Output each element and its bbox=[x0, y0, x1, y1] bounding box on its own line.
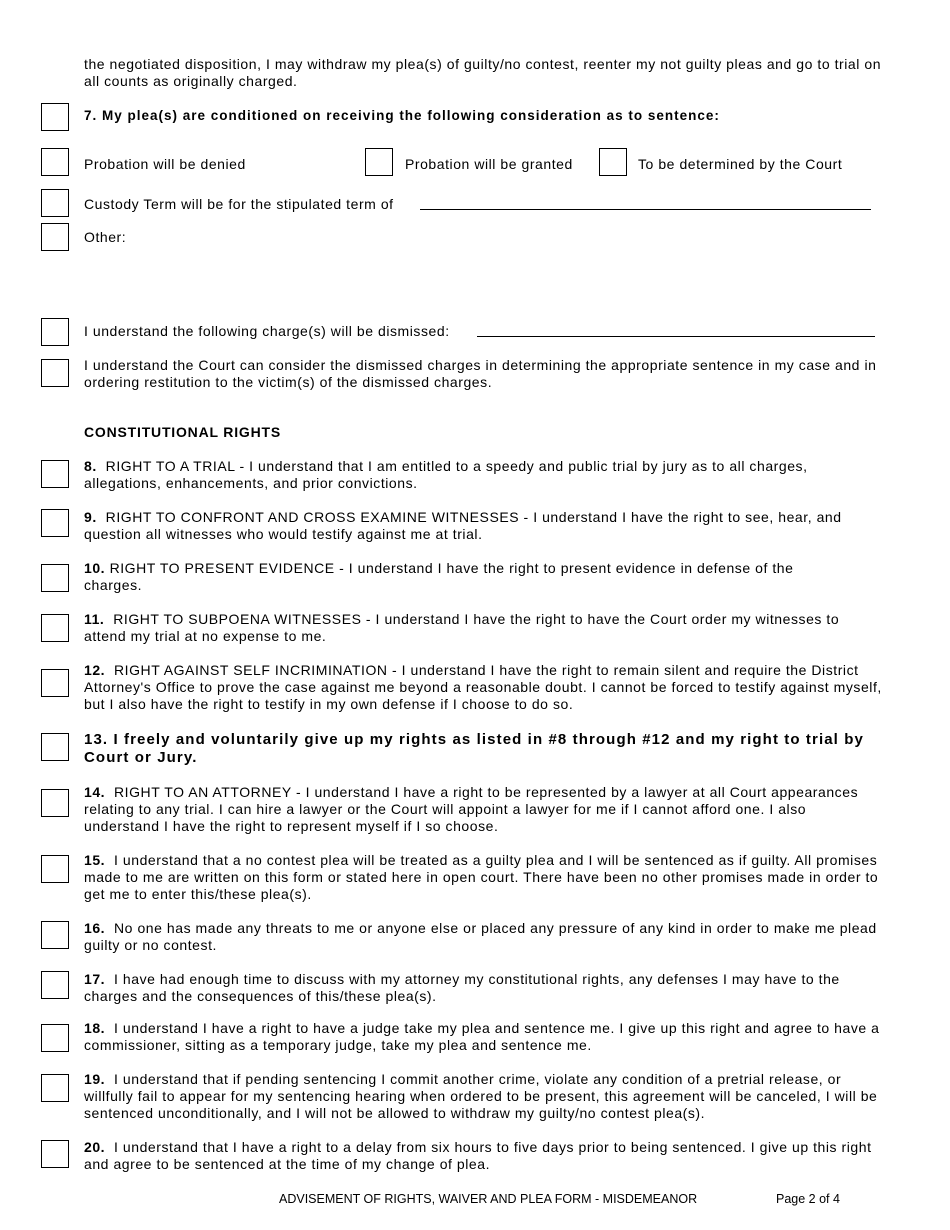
right-20-body: I understand that I have a right to a delay from six hours to five days prior to being sentenced. I give up this right and agree to be sentenced at the time of my change of plea. bbox=[84, 1139, 872, 1172]
right-15-number: 15. bbox=[84, 852, 106, 868]
right-16-text bbox=[84, 920, 884, 954]
custody-term-label: Custody Term will be for the stipulated term of bbox=[84, 196, 394, 212]
right-14-number: 14. bbox=[84, 784, 106, 800]
right-9-text bbox=[84, 509, 884, 543]
right-10-checkbox[interactable] bbox=[41, 564, 69, 592]
to-be-determined-label: To be determined by the Court bbox=[638, 156, 843, 172]
right-15-body: I understand that a no contest plea will be treated as a guilty plea and I will be sentenced as if guilty. All promises made to me are written on this form or stated here in open court. There have been no other promises made in order to get me to enter this/these plea(s). bbox=[84, 852, 879, 902]
right-13-text bbox=[84, 731, 884, 767]
right-11-checkbox[interactable] bbox=[41, 614, 69, 642]
item-7-heading: 7. My plea(s) are conditioned on receiving the following consideration as to sentence: bbox=[84, 108, 720, 123]
item-7-checkbox[interactable] bbox=[41, 103, 69, 131]
right-19-checkbox[interactable] bbox=[41, 1074, 69, 1102]
footer-page-number: Page 2 of 4 bbox=[776, 1192, 840, 1206]
right-9-body: RIGHT TO CONFRONT AND CROSS EXAMINE WITNESSES - I understand I have the right to see, hear, and question all witnesses who would testify against me at trial. bbox=[84, 509, 842, 542]
right-18-number: 18. bbox=[84, 1020, 106, 1036]
to-be-determined-checkbox[interactable] bbox=[599, 148, 627, 176]
right-17-number: 17. bbox=[84, 971, 106, 987]
right-19-number: 19. bbox=[84, 1071, 106, 1087]
right-8-body: RIGHT TO A TRIAL - I understand that I am entitled to a speedy and public trial by jury as to all charges, allegations, enhancements, and prior convictions. bbox=[84, 458, 808, 491]
right-8-checkbox[interactable] bbox=[41, 460, 69, 488]
section-title: CONSTITUTIONAL RIGHTS bbox=[84, 424, 281, 440]
right-11-number: 11. bbox=[84, 611, 105, 627]
right-8-text bbox=[84, 458, 884, 492]
footer-form-title: ADVISEMENT OF RIGHTS, WAIVER AND PLEA FORM - MISDEMEANOR bbox=[279, 1192, 698, 1206]
probation-granted-label: Probation will be granted bbox=[405, 156, 573, 172]
right-14-body: RIGHT TO AN ATTORNEY - I understand I have a right to be represented by a lawyer at all Court appearances relating to any trial. I can hire a lawyer or the Court will appoint a lawyer for me if I cannot afford one. I also understand I have the right to represent myself if I so choose. bbox=[84, 784, 859, 834]
right-12-number: 12. bbox=[84, 662, 106, 678]
right-14-text bbox=[84, 784, 884, 835]
probation-granted-checkbox[interactable] bbox=[365, 148, 393, 176]
probation-denied-checkbox[interactable] bbox=[41, 148, 69, 176]
right-17-text bbox=[84, 971, 884, 1005]
right-13-body: I freely and voluntarily give up my rights as listed in #8 through #12 and my right to trial by Court or Jury. bbox=[84, 731, 864, 766]
right-13-checkbox[interactable] bbox=[41, 733, 69, 761]
right-15-checkbox[interactable] bbox=[41, 855, 69, 883]
right-10-number: 10. bbox=[84, 560, 106, 576]
dismissed-label: I understand the following charge(s) will be dismissed: bbox=[84, 323, 450, 339]
other-checkbox[interactable] bbox=[41, 223, 69, 251]
probation-denied-label: Probation will be denied bbox=[84, 156, 246, 172]
right-11-text bbox=[84, 611, 884, 645]
right-15-text bbox=[84, 852, 884, 903]
right-20-checkbox[interactable] bbox=[41, 1140, 69, 1168]
other-label: Other: bbox=[84, 229, 127, 245]
right-13-number: 13. bbox=[84, 731, 109, 748]
right-19-body: I understand that if pending sentencing I commit another crime, violate any condition of a pretrial release, or willfully fail to appear for my sentencing hearing when ordered to be present, this agreement will be canceled, I will be sentenced unconditionally, and I will not be allowed to withdraw my guilty/no contest plea(s). bbox=[84, 1071, 878, 1121]
custody-term-checkbox[interactable] bbox=[41, 189, 69, 217]
right-10-text bbox=[84, 560, 844, 594]
dismissed-consider-checkbox[interactable] bbox=[41, 359, 69, 387]
dismissed-line[interactable] bbox=[477, 336, 875, 337]
intro-paragraph: the negotiated disposition, I may withdraw my plea(s) of guilty/no contest, reenter my not guilty pleas and go to trial on all counts as originally charged. bbox=[84, 56, 882, 89]
right-18-body: I understand I have a right to have a judge take my plea and sentence me. I give up this right and agree to have a commissioner, sitting as a temporary judge, take my plea and sentence me. bbox=[84, 1020, 880, 1053]
right-20-number: 20. bbox=[84, 1139, 106, 1155]
right-20-text bbox=[84, 1139, 884, 1173]
right-17-checkbox[interactable] bbox=[41, 971, 69, 999]
right-12-text bbox=[84, 662, 884, 713]
right-17-body: I have had enough time to discuss with my attorney my constitutional rights, any defenses I may have to the charges and the consequences of this/these plea(s). bbox=[84, 971, 840, 1004]
right-11-body: RIGHT TO SUBPOENA WITNESSES - I understand I have the right to have the Court order my witnesses to attend my trial at no expense to me. bbox=[84, 611, 840, 644]
right-16-body: No one has made any threats to me or anyone else or placed any pressure of any kind in order to make me plead guilty or no contest. bbox=[84, 920, 877, 953]
right-12-checkbox[interactable] bbox=[41, 669, 69, 697]
dismissed-consider-text: I understand the Court can consider the dismissed charges in determining the appropriate sentence in my case and in ordering restitution to the victim(s) of the dismissed charges. bbox=[84, 357, 877, 390]
dismissed-checkbox[interactable] bbox=[41, 318, 69, 346]
right-16-checkbox[interactable] bbox=[41, 921, 69, 949]
right-8-number: 8. bbox=[84, 458, 97, 474]
right-12-body: RIGHT AGAINST SELF INCRIMINATION - I understand I have the right to remain silent and require the District Attorney's Office to prove the case against me beyond a reasonable doubt. I cannot be forced to testify against myself, but I also have the right to testify in my own defense if I choose to do so. bbox=[84, 662, 882, 712]
custody-term-line[interactable] bbox=[420, 209, 871, 210]
right-16-number: 16. bbox=[84, 920, 106, 936]
right-9-number: 9. bbox=[84, 509, 97, 525]
right-9-checkbox[interactable] bbox=[41, 509, 69, 537]
right-18-checkbox[interactable] bbox=[41, 1024, 69, 1052]
right-14-checkbox[interactable] bbox=[41, 789, 69, 817]
right-19-text bbox=[84, 1071, 884, 1122]
right-18-text bbox=[84, 1020, 884, 1054]
right-10-body: RIGHT TO PRESENT EVIDENCE - I understand I have the right to present evidence in defense of the charges. bbox=[84, 560, 794, 593]
